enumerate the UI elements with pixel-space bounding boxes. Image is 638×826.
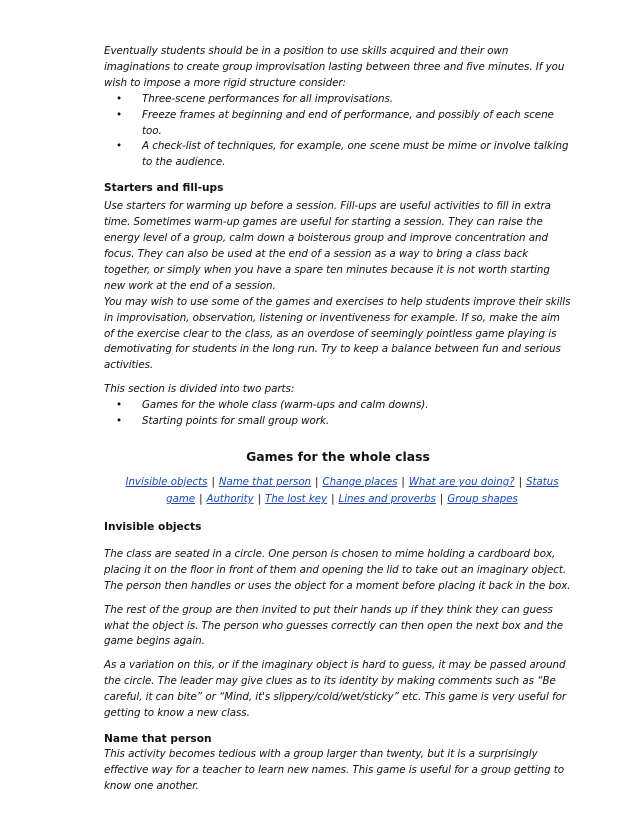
link-what-are-you-doing[interactable]: What are you doing? <box>408 476 515 488</box>
invisible-objects-paragraph-1: The class are seated in a circle. One person is chosen to mime holding a cardboard box, placing it on the floor in front of them and opening the lid to take out an imaginary object. The person then handles or uses the object for a moment before placing it back in the box. <box>104 547 571 592</box>
list-item: • Games for the whole class (warm-ups and calm downs). <box>104 398 572 414</box>
name-that-person-heading: Name that person <box>104 733 212 745</box>
link-the-lost-key[interactable]: The lost key <box>265 493 328 505</box>
link-lines-and-proverbs[interactable]: Lines and proverbs <box>338 493 436 505</box>
page-content <box>104 44 572 795</box>
bullet-icon: • <box>116 415 123 428</box>
list-item: • Three-scene performances for all improvisations. <box>104 92 572 108</box>
section-divided-note: This section is divided into two parts: <box>104 383 295 396</box>
bullet-icon: • <box>116 92 123 105</box>
starters-paragraph-1: Use starters for warming up before a session. Fill-ups are useful activities to fill in extra time. Sometimes warm-up games are useful for starting a session. They can raise the energy level of a group, calm down a boisterous group and improve concentration and focus. They can also be used at the end of a session as a way to bring a class back together, or simply when you have a spare ten minutes because it is not worth starting new work at the end of a session. <box>104 200 551 292</box>
bullet-icon: • <box>116 140 123 153</box>
name-that-person-paragraph: This activity becomes tedious with a group larger than twenty, but it is a surprisingly effective way for a teacher to learn new names. This game is useful for a group getting to know one another. <box>104 748 565 792</box>
games-link-row-1: Invisible objects | Name that person | Change places | What are you doing? | Status <box>125 476 559 488</box>
list-item: • Freeze frames at beginning and end of performance, and possibly of each scene too. <box>116 108 554 137</box>
intro-bullet-list <box>104 92 572 172</box>
link-group-shapes[interactable]: Group shapes <box>447 493 518 505</box>
starters-bullet-list <box>104 398 572 430</box>
list-item: • Starting points for small group work. <box>104 414 572 430</box>
link-name-that-person[interactable]: Name that person <box>218 476 312 488</box>
link-invisible-objects[interactable]: Invisible objects <box>125 476 208 488</box>
bullet-icon: • <box>116 108 123 121</box>
invisible-objects-paragraph-3: As a variation on this, or if the imaginary object is hard to guess, it may be passed around the circle. The leader may give clues as to its identity by making comments such as “Be careful, it can bite” or “Mind, it's slippery/cold/wet/sticky” etc. This game is very useful for getting to know a new class. <box>104 659 567 720</box>
bullet-icon: • <box>116 399 123 412</box>
link-authority[interactable]: Authority <box>206 493 254 505</box>
games-link-nav <box>104 474 572 508</box>
link-change-places[interactable]: Change places <box>322 476 398 488</box>
invisible-objects-heading: Invisible objects <box>104 520 202 533</box>
link-status-game-cont[interactable]: game <box>166 493 196 505</box>
invisible-objects-paragraph-2: The rest of the group are then invited to put their hands up if they think they can guess what the object is. The person who guesses correctly can then open the next box and the game begins again. <box>104 603 564 648</box>
starters-paragraph-2: You may wish to use some of the games and exercises to help students improve their skills in improvisation, observation, listening or inventiveness for example. If so, make the aim of the exercise clear to the class, as an overdose of seemingly pointless game playing is demotivating for students in the long run. Try to keep a balance between fun and serious activities. <box>104 295 571 372</box>
starters-heading: Starters and fill-ups <box>104 182 224 195</box>
link-status-game[interactable]: Status <box>526 476 559 488</box>
list-item: • A check-list of techniques, for example, one scene must be mime or involve talking to the audience. <box>116 140 569 169</box>
games-section-title: Games for the whole class <box>246 448 430 464</box>
intro-paragraph: Eventually students should be in a position to use skills acquired and their own imaginations to create group improvisation lasting between three and five minutes. If you wish to impose a more rigid structure consider: <box>104 45 565 89</box>
games-link-row-2: game | Authority | The lost key | Lines and proverbs | Group shapes <box>166 493 518 505</box>
